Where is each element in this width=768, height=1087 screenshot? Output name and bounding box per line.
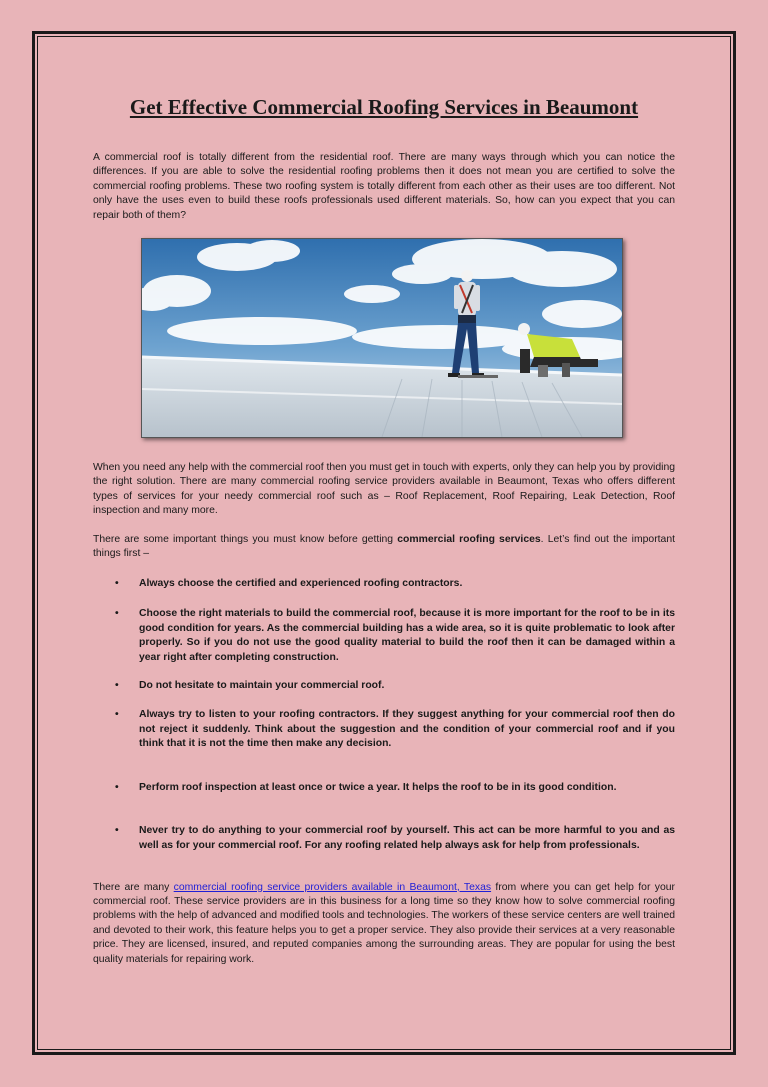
bullet-icon: • [115,781,119,793]
list-item [93,577,675,592]
things-text-after: . Let’s find out the important things first – [93,533,675,560]
document-body [93,92,675,967]
tips-list [93,577,675,853]
list-item-text: Choose the right materials to build the commercial roof, because it is more important for the roof to be in its good condition for years. As the commercial building has a wide area, so it is quite problematic to look after properly. So if you do not use the good quality material to build the roof then it can be damaged within a year right after completing construction. [139,608,675,663]
roofing-providers-link[interactable]: commercial roofing service providers available in Beaumont, Texas [173,881,492,893]
page-title: Get Effective Commercial Roofing Services in Beaumont [129,95,639,119]
list-item-text: Never try to do anything to your commercial roof by yourself. This act can be more harmful to you and as well as for your commercial roof. For any roofing related help always ask for help from professionals. [139,825,675,851]
closing-text-before: There are many [93,881,174,893]
bullet-icon: • [115,578,119,590]
list-item-text: Always try to listen to your roofing contractors. If they suggest anything for your commercial roof then do not reject it suddenly. Think about the suggestion and the condition of your commercial roof and if you think that it is not the time then make any decision. [139,709,675,750]
list-item [93,824,675,853]
bullet-icon: • [115,680,119,692]
intro-paragraph: A commercial roof is totally different from the residential roof. There are many ways through which you can notice the differences. If you are able to solve the residential roofing problems then it does not mean you are certified to solve the commercial roofing problems. These two roofing system is totally different from each other as their uses are too different. Not only have the uses even to build these roofs professionals used different materials. So, how can you expect that you can repair both of them? [93,152,675,221]
closing-paragraph [93,881,675,967]
help-paragraph: When you need any help with the commercial roof then you must get in touch with experts, only they can help you by providing the right solution. There are many commercial roofing service providers available in Beaumont, Texas who offers different types of services for your needy commercial roof such as – Roof Replacement, Roof Repairing, Leak Detection, Roof inspection and many more. [93,462,675,517]
bullet-icon: • [115,709,119,721]
roofers-photo [141,238,623,438]
list-item [93,708,675,752]
bullet-icon: • [115,825,119,837]
things-text-before: There are some important things you must know before getting [93,533,398,545]
list-item-text: Perform roof inspection at least once or twice a year. It helps the roof to be in its good condition. [139,781,617,793]
closing-text-after: from where you can get help for your commercial roof. These service providers are in this business for a long time so they know how to solve commercial roofing problems with the help of advanced and modified tools and technologies. The workers of these service centers are well trained and devoted to their work, this feature helps you to get a proper service. They also provide their services at a very reasonable price. They are licensed, insured, and reputed companies among the surrounding areas. They are popular for using the best quality materials for repairing work. [93,881,675,965]
list-item-text: Always choose the certified and experienced roofing contractors. [139,578,463,590]
bullet-icon: • [115,608,119,620]
things-bold-term: commercial roofing services [397,533,541,545]
list-item [93,607,675,665]
list-item-text: Do not hesitate to maintain your commercial roof. [139,680,385,692]
list-item [93,679,675,694]
important-things-paragraph [93,533,675,562]
list-item [93,781,675,796]
